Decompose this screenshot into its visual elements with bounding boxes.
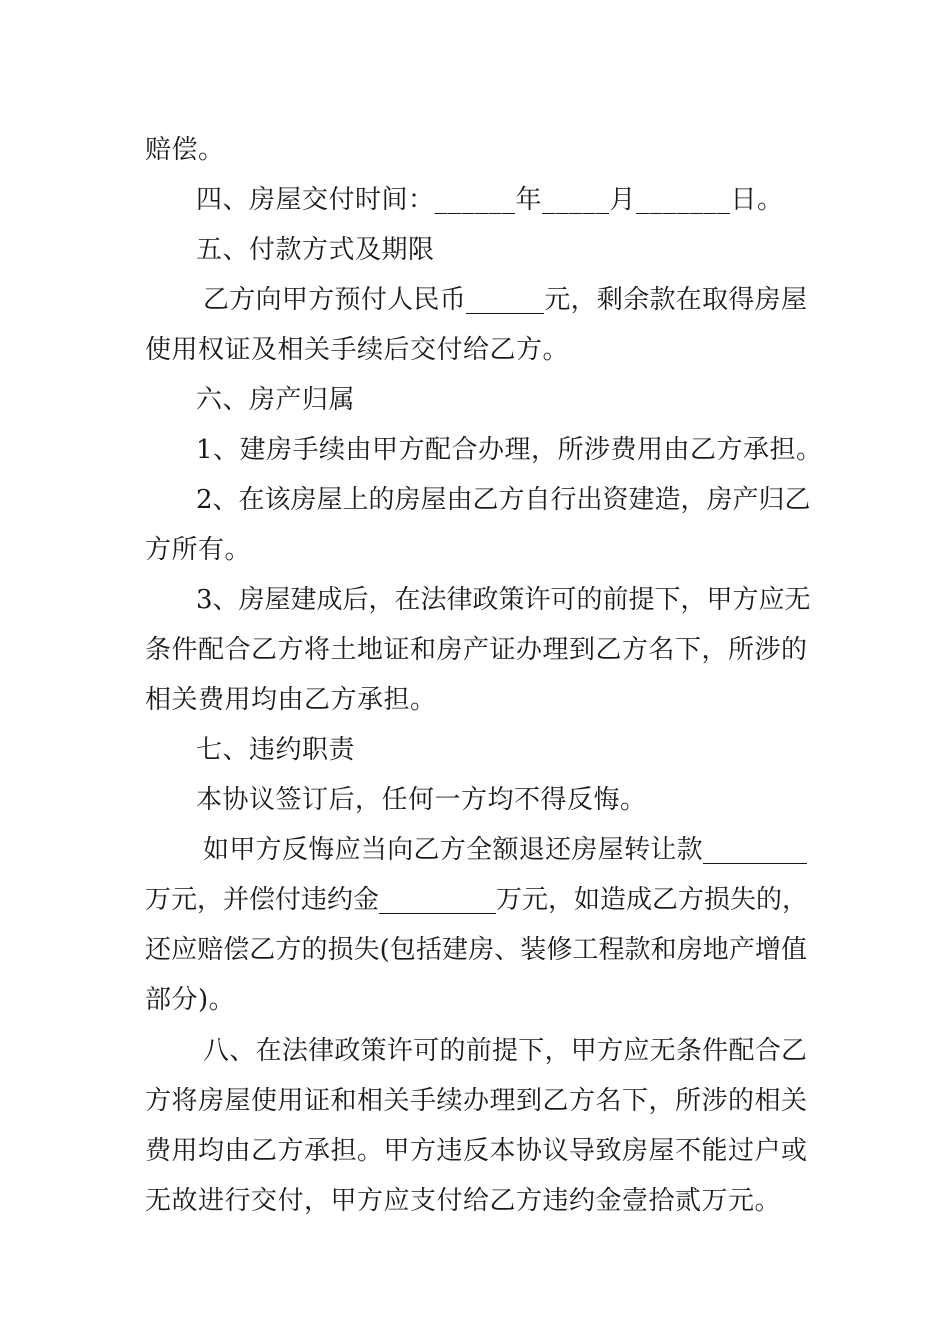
clause-8-line-3: 费用均由乙方承担。甲方违反本协议导致房屋不能过户或 (145, 1136, 807, 1166)
clause-5-text-line-1: 乙方向甲方预付人民币______元，剩余款在取得房屋 (203, 285, 807, 315)
clause-6-item-3-line-2: 条件配合乙方将土地证和房产证办理到乙方名下，所涉的 (145, 635, 807, 665)
clause-5-text-line-2: 使用权证及相关手续后交付给乙方。 (145, 335, 570, 365)
clause-5-heading: 五、付款方式及期限 (196, 235, 435, 265)
clause-7-text-no-regret: 本协议签订后，任何一方均不得反悔。 (196, 785, 647, 815)
clause-6-heading: 六、房产归属 (196, 385, 356, 415)
clause-6-item-1: 1、建房手续由甲方配合办理，所涉费用由乙方承担。 (196, 435, 823, 465)
clause-6-item-2-line-2: 方所有。 (145, 535, 252, 565)
clause-7-refund-line-1: 如甲方反悔应当向乙方全额退还房屋转让款________ (203, 835, 807, 865)
clause-8-line-2: 方将房屋使用证和相关手续办理到乙方名下，所涉的相关 (145, 1086, 807, 1116)
clause-8-line-4: 无故进行交付，甲方应支付给乙方违约金壹拾贰万元。 (145, 1186, 782, 1216)
clause-7-heading: 七、违约职责 (196, 735, 356, 765)
clause-6-item-3-line-3: 相关费用均由乙方承担。 (145, 685, 437, 715)
clause-4-delivery-time: 四、房屋交付时间：______年_____月_______日。 (196, 185, 784, 215)
text-line-compensation-end: 赔偿。 (145, 135, 225, 165)
clause-6-item-3-line-1: 3、房屋建成后，在法律政策许可的前提下，甲方应无 (196, 585, 811, 615)
clause-7-refund-line-3: 还应赔偿乙方的损失(包括建房、装修工程款和房地产增值 (145, 935, 807, 965)
clause-7-refund-line-4: 部分)。 (145, 985, 236, 1015)
clause-7-refund-line-2: 万元，并偿付违约金_________万元，如造成乙方损失的， (145, 885, 809, 915)
clause-6-item-2-line-1: 2、在该房屋上的房屋由乙方自行出资建造，房产归乙 (196, 485, 811, 515)
clause-8-line-1: 八、在法律政策许可的前提下，甲方应无条件配合乙 (203, 1036, 807, 1066)
